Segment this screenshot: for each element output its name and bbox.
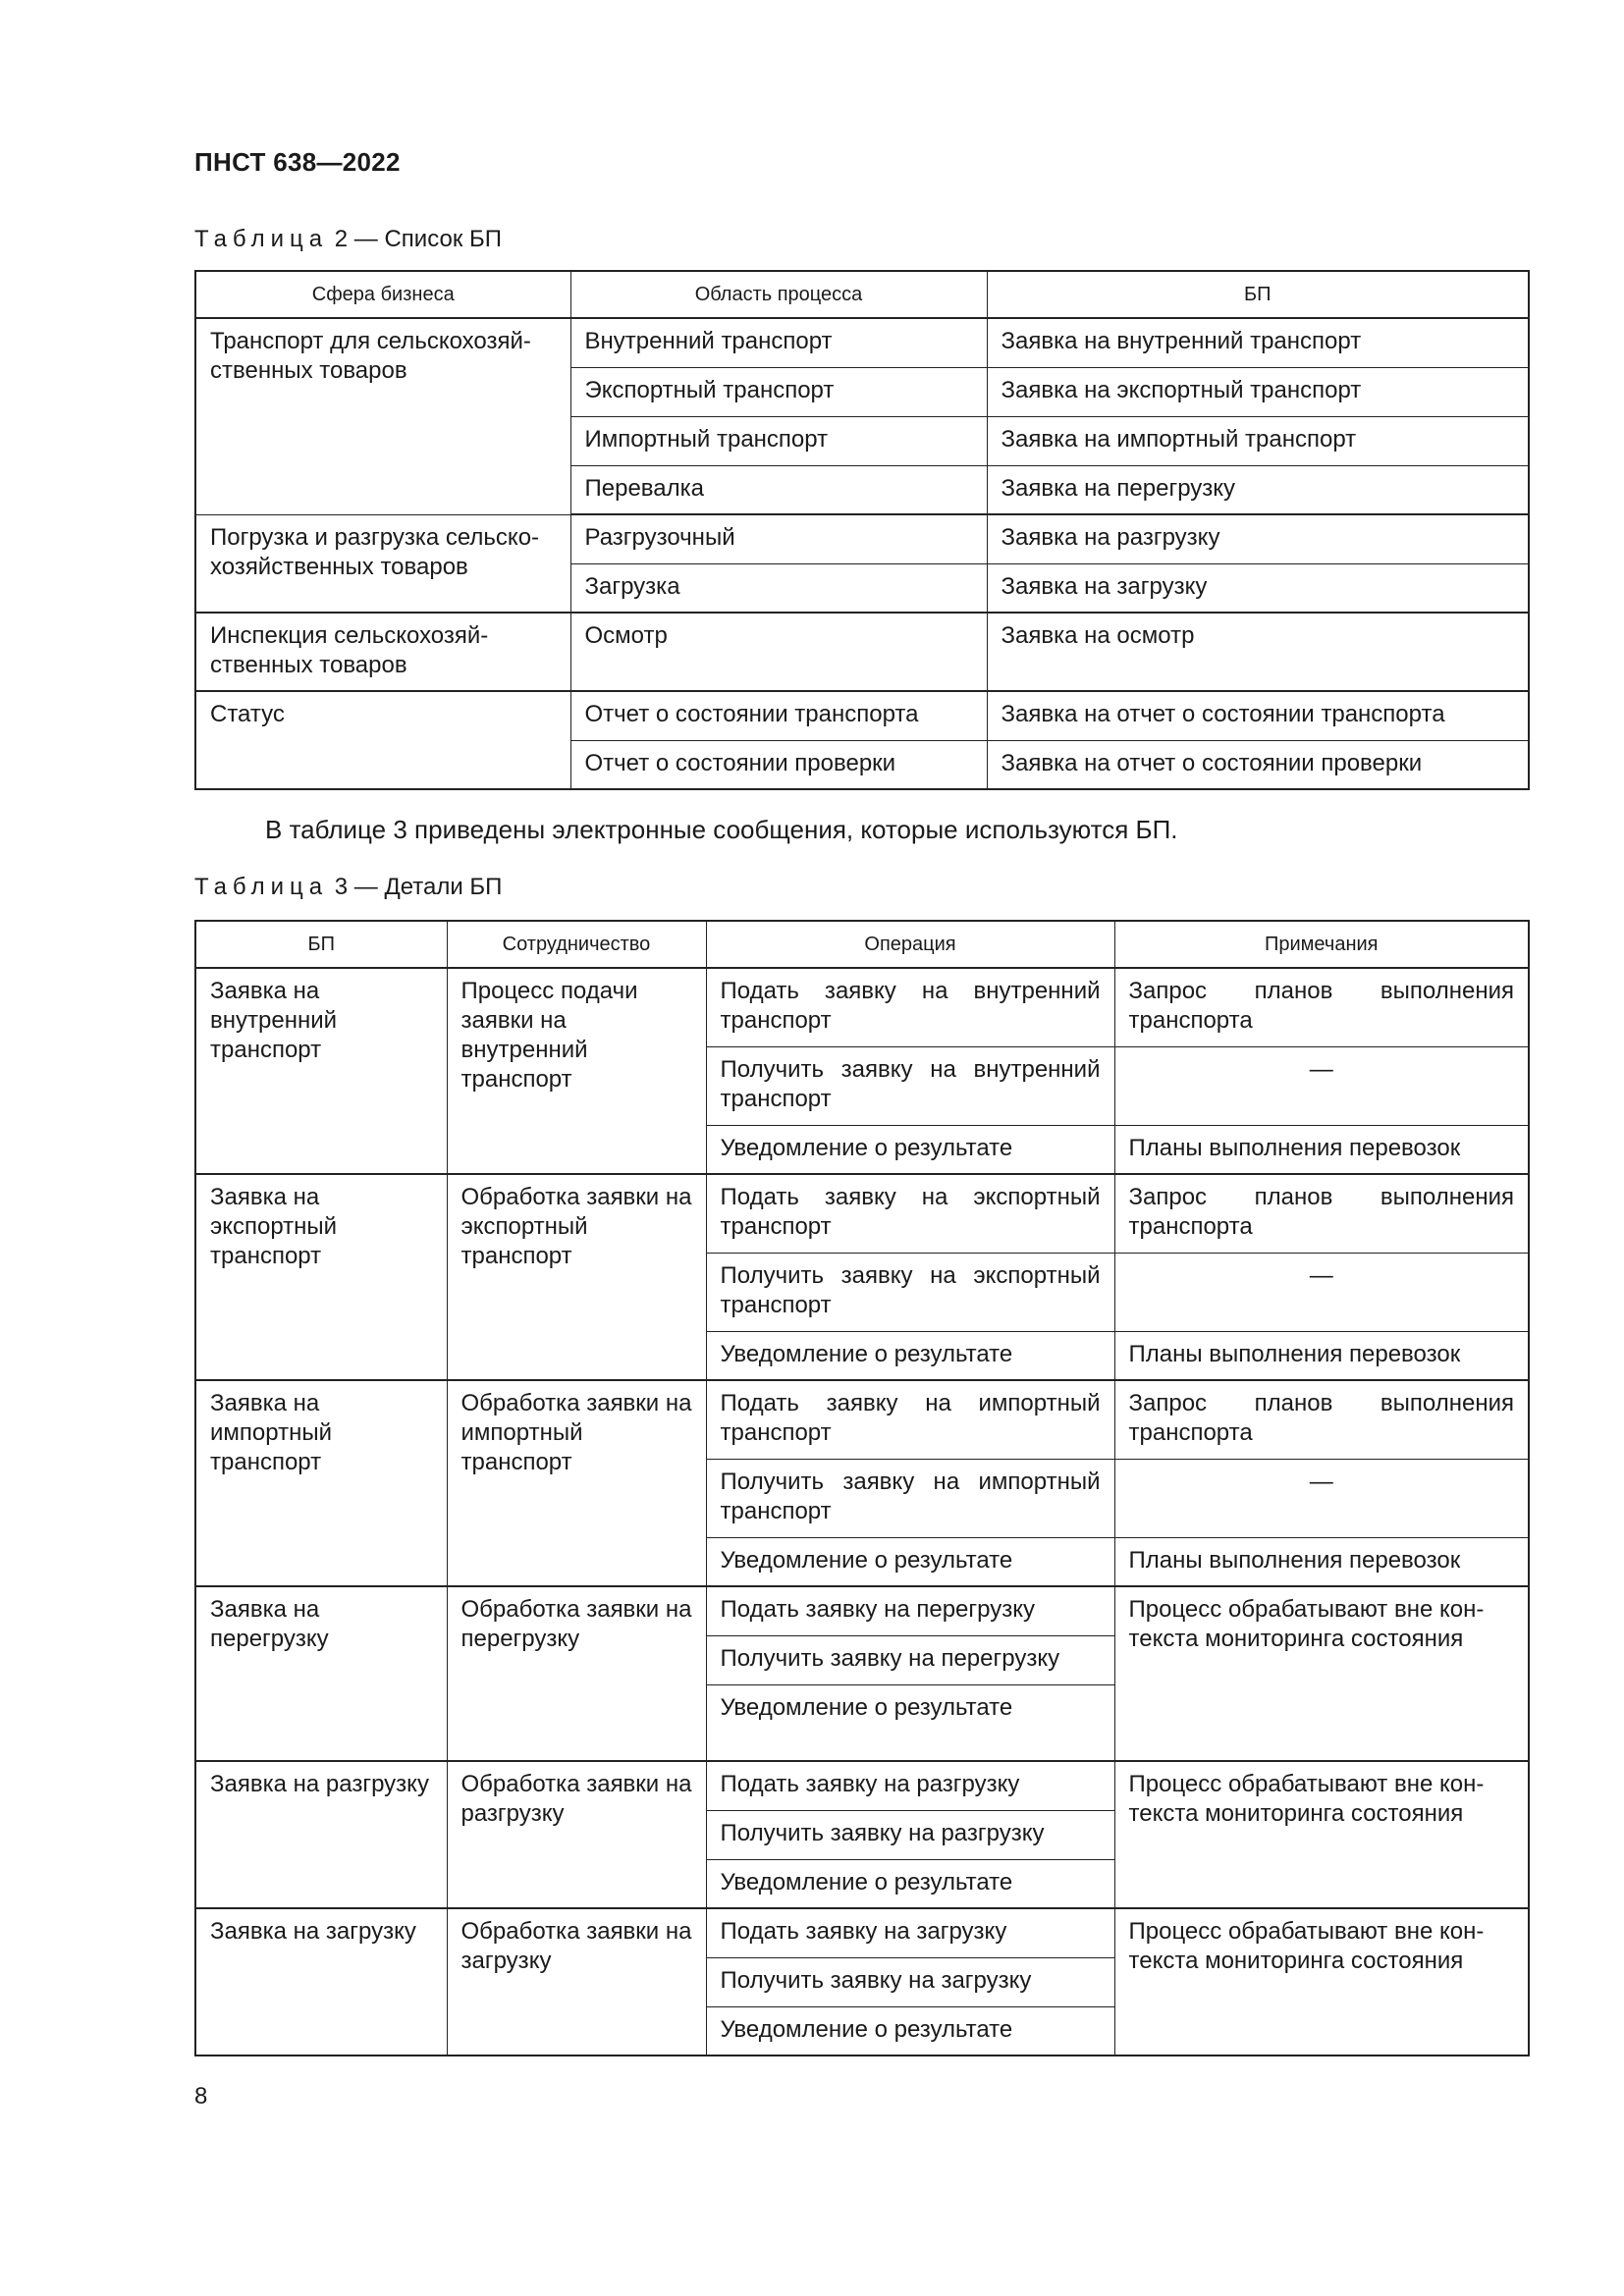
- table2-caption: [194, 226, 502, 253]
- table-row: [195, 1174, 1529, 1253]
- table3-note-cell: —: [1114, 1459, 1529, 1537]
- table2-area-cell: Перевалка: [570, 465, 987, 514]
- table3-bp-cell: Заявка на перегрузку: [195, 1586, 447, 1761]
- table3-note-cell: Запрос планов выполнения транспорта: [1114, 1174, 1529, 1253]
- table3-note-cell: Процесс обрабатывают вне кон-текста мониторинга состояния: [1114, 1908, 1529, 2056]
- table2-area-cell: Отчет о состоянии транспорта: [570, 691, 987, 740]
- table3-bp-cell: Заявка на загрузку: [195, 1908, 447, 2056]
- table3-bp-cell: Заявка на разгрузку: [195, 1761, 447, 1908]
- table2-sphere-cell: Погрузка и разгрузка сельско-хозяйственных товаров: [195, 514, 570, 613]
- table3-collab-cell: Обработка заявки на перегрузку: [447, 1586, 706, 1761]
- table3-operation-cell: Подать заявку на внутренний транспорт: [706, 968, 1114, 1046]
- document-code: ПНСТ 638—2022: [194, 147, 401, 177]
- table-row: [195, 1586, 1529, 1635]
- table3-operation-cell: Подать заявку на перегрузку: [706, 1586, 1114, 1635]
- table3-caption-title: 3 — Детали БП: [334, 874, 503, 900]
- table3: [194, 920, 1530, 2056]
- table3-collab-cell: Процесс подачи заявки на внутренний транспорт: [447, 968, 706, 1174]
- table2-header: БП: [987, 271, 1529, 318]
- table3-bp-cell: Заявка на внутренний транспорт: [195, 968, 447, 1174]
- table3-operation-cell: Получить заявку на внутренний транспорт: [706, 1046, 1114, 1125]
- table3-header: Операция: [706, 921, 1114, 968]
- table-row: [195, 1908, 1529, 1957]
- table3-note-cell: —: [1114, 1253, 1529, 1331]
- table2-bp-cell: Заявка на отчет о состоянии транспорта: [987, 691, 1529, 740]
- table3-operation-cell: Получить заявку на импортный транспорт: [706, 1459, 1114, 1537]
- table3-operation-cell: Уведомление о результате: [706, 2006, 1114, 2056]
- table2-bp-cell: Заявка на внутренний транспорт: [987, 318, 1529, 367]
- table3-operation-cell: Получить заявку на перегрузку: [706, 1635, 1114, 1684]
- table2-bp-cell: Заявка на импортный транспорт: [987, 416, 1529, 465]
- table3-note-cell: Процесс обрабатывают вне кон-текста мониторинга состояния: [1114, 1586, 1529, 1761]
- table3-operation-cell: Подать заявку на загрузку: [706, 1908, 1114, 1957]
- table-row: [195, 318, 1529, 367]
- table3-collab-cell: Обработка заявки на импортный транспорт: [447, 1380, 706, 1586]
- table2-bp-cell: Заявка на отчет о состоянии проверки: [987, 740, 1529, 789]
- table2-caption-title: 2 — Список БП: [334, 226, 502, 252]
- table2-bp-cell: Заявка на экспортный транспорт: [987, 367, 1529, 416]
- table2-bp-cell: Заявка на разгрузку: [987, 514, 1529, 563]
- table2-area-cell: Отчет о состоянии проверки: [570, 740, 987, 789]
- table3-header: Примечания: [1114, 921, 1529, 968]
- body-paragraph: В таблице 3 приведены электронные сообщения, которые используются БП.: [265, 815, 1178, 844]
- table3-operation-cell: Получить заявку на разгрузку: [706, 1810, 1114, 1859]
- table2-caption-word: Таблица: [194, 226, 329, 252]
- table3-operation-cell: Уведомление о результате: [706, 1537, 1114, 1586]
- table2-bp-cell: Заявка на перегрузку: [987, 465, 1529, 514]
- table2-sphere-cell: Статус: [195, 691, 570, 789]
- table2-bp-cell: Заявка на загрузку: [987, 563, 1529, 613]
- table3-bp-cell: Заявка на импортный транспорт: [195, 1380, 447, 1586]
- table3-header: Сотрудничество: [447, 921, 706, 968]
- table3-operation-cell: Уведомление о результате: [706, 1331, 1114, 1380]
- table3-operation-cell: Уведомление о результате: [706, 1125, 1114, 1174]
- table2-area-cell: Импортный транспорт: [570, 416, 987, 465]
- table3-bp-cell: Заявка на экспортный транспорт: [195, 1174, 447, 1380]
- table3-operation-cell: Подать заявку на разгрузку: [706, 1761, 1114, 1810]
- table-row: [195, 514, 1529, 563]
- table3-collab-cell: Обработка заявки на разгрузку: [447, 1761, 706, 1908]
- table3-note-cell: Планы выполнения перевозок: [1114, 1125, 1529, 1174]
- table2-header: Сфера бизнеса: [195, 271, 570, 318]
- table3-note-cell: —: [1114, 1046, 1529, 1125]
- table2-header: Область процесса: [570, 271, 987, 318]
- table3-collab-cell: Обработка заявки на экспортный транспорт: [447, 1174, 706, 1380]
- table3-operation-cell: Подать заявку на экспортный транспорт: [706, 1174, 1114, 1253]
- table3-operation-cell: Подать заявку на импортный транспорт: [706, 1380, 1114, 1459]
- table2: [194, 270, 1530, 790]
- table-row: [195, 691, 1529, 740]
- table3-note-cell: Процесс обрабатывают вне кон-текста мониторинга состояния: [1114, 1761, 1529, 1908]
- table3-note-cell: Запрос планов выполнения транспорта: [1114, 1380, 1529, 1459]
- table3-caption-word: Таблица: [194, 874, 329, 900]
- table-row: [195, 968, 1529, 1046]
- table2-area-cell: Внутренний транспорт: [570, 318, 987, 367]
- table2-area-cell: Экспортный транспорт: [570, 367, 987, 416]
- table-row: [195, 1761, 1529, 1810]
- table3-header: БП: [195, 921, 447, 968]
- table2-sphere-cell: Транспорт для сельскохозяй-ственных товаров: [195, 318, 570, 514]
- table3-caption: [194, 874, 502, 901]
- table2-area-cell: Загрузка: [570, 563, 987, 613]
- table3-operation-cell: Уведомление о результате: [706, 1859, 1114, 1908]
- table-row: [195, 1380, 1529, 1459]
- table3-note-cell: Планы выполнения перевозок: [1114, 1331, 1529, 1380]
- table3-operation-cell: Уведомление о результате: [706, 1684, 1114, 1761]
- table-row: [195, 613, 1529, 691]
- table3-collab-cell: Обработка заявки на загрузку: [447, 1908, 706, 2056]
- table2-area-cell: Осмотр: [570, 613, 987, 691]
- table3-note-cell: Планы выполнения перевозок: [1114, 1537, 1529, 1586]
- table3-note-cell: Запрос планов выполнения транспорта: [1114, 968, 1529, 1046]
- table3-operation-cell: Получить заявку на загрузку: [706, 1957, 1114, 2006]
- page-number: 8: [194, 2083, 208, 2109]
- table3-operation-cell: Получить заявку на экспортный транспорт: [706, 1253, 1114, 1331]
- table2-bp-cell: Заявка на осмотр: [987, 613, 1529, 691]
- table2-area-cell: Разгрузочный: [570, 514, 987, 563]
- table2-sphere-cell: Инспекция сельскохозяй-ственных товаров: [195, 613, 570, 691]
